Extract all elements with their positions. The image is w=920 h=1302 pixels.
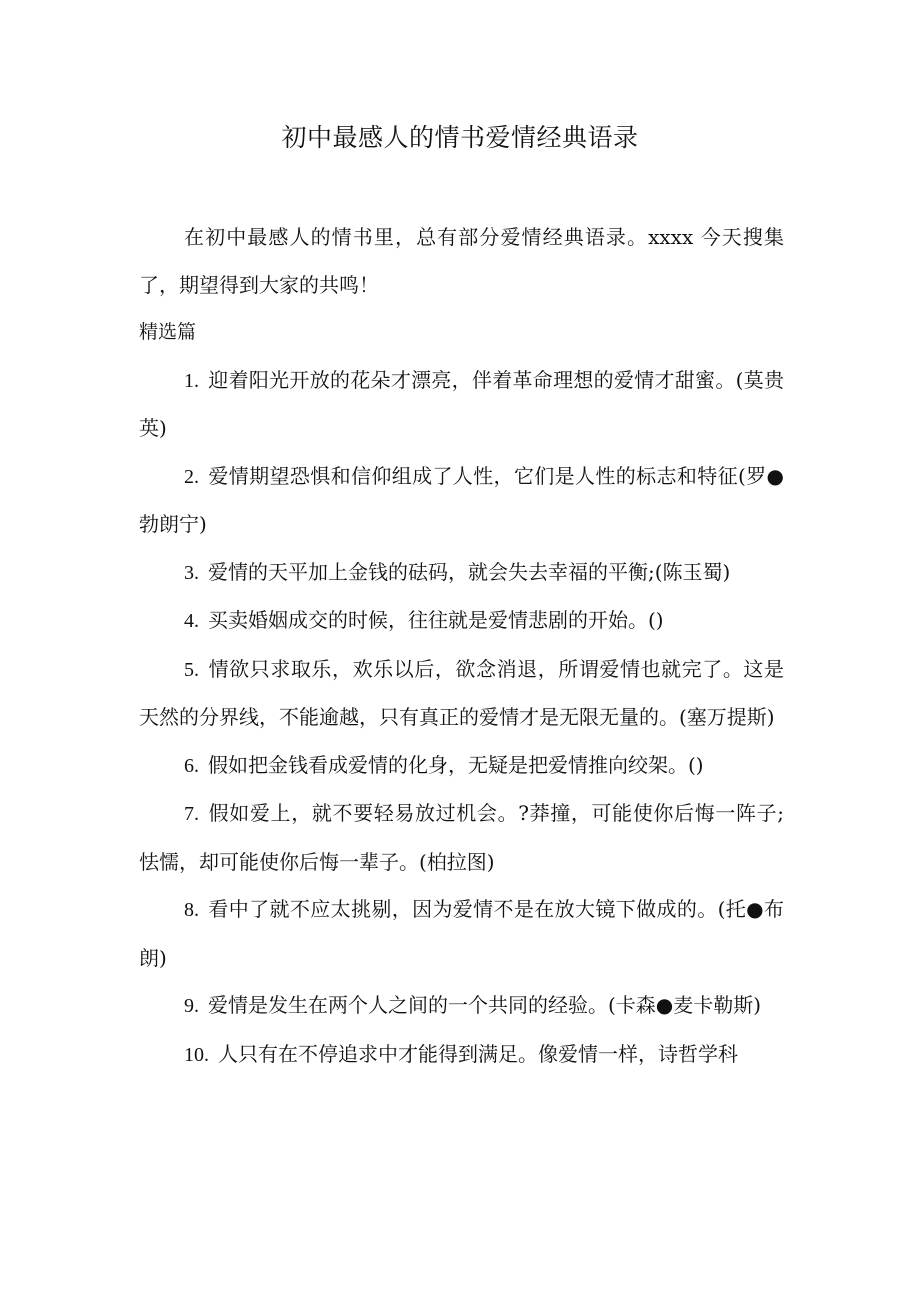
quote-text: 爱情期望恐惧和信仰组成了人性，它们是人性的标志和特征(罗●勃朗宁)	[139, 463, 784, 536]
quote-text: 买卖婚姻成交的时候，往往就是爱情悲剧的开始。()	[208, 608, 664, 632]
quote-text: 爱情的天平加上金钱的砝码，就会失去幸福的平衡;(陈玉蜀)	[208, 559, 731, 584]
quote-text: 人只有在不停追求中才能得到满足。像爱情一样，诗哲学科	[218, 1041, 738, 1066]
quote-item	[139, 982, 784, 1031]
quote-number: 1.	[184, 369, 199, 392]
quote-number: 8.	[184, 899, 199, 921]
quote-number: 6.	[184, 754, 199, 777]
quote-text: 假如把金钱看成爱情的化身，无疑是把爱情推向绞架。()	[208, 752, 704, 777]
quote-text: 迎着阳光开放的花朵才漂亮，伴着革命理想的爱情才甜蜜。(莫贵英)	[139, 367, 784, 440]
quote-item	[139, 886, 784, 982]
intro-paragraph: 在初中最感人的情书里，总有部分爱情经典语录。xxxx 今天搜集了，期望得到大家的共鸣！	[139, 225, 784, 297]
quote-number: 4.	[184, 610, 199, 632]
quote-item	[139, 1031, 784, 1080]
quote-item	[139, 646, 784, 742]
quote-number: 2.	[184, 465, 199, 488]
quote-item	[139, 549, 784, 598]
quote-text: 看中了就不应太挑剔，因为爱情不是在放大镜下做成的。(托●布朗)	[139, 897, 784, 970]
quote-number: 9.	[184, 995, 199, 1017]
quote-item	[139, 790, 784, 886]
page-title: 初中最感人的情书爱情经典语录	[281, 123, 639, 152]
quote-text: 假如爱上，就不要轻易放过机会。?莽撞，可能使你后悔一阵子;怯懦，却可能使你后悔一辈子。(柏拉图)	[139, 801, 784, 874]
quote-number: 10.	[184, 1043, 209, 1066]
quote-item	[139, 357, 784, 453]
quote-text: 爱情是发生在两个人之间的一个共同的经验。(卡森●麦卡勒斯)	[208, 993, 762, 1017]
quote-item	[139, 597, 784, 646]
quote-text: 情欲只求取乐，欢乐以后，欲念消退，所谓爱情也就完了。这是天然的分界线，不能逾越，只有真正的爱情才是无限无量的。(塞万提斯)	[139, 656, 784, 729]
quote-number: 5.	[184, 658, 199, 681]
quote-item	[139, 453, 784, 549]
quote-item	[139, 742, 784, 791]
document-body	[139, 214, 784, 1079]
quote-number: 7.	[184, 803, 199, 825]
quote-number: 3.	[184, 561, 199, 584]
section-label: 精选篇	[139, 321, 197, 343]
